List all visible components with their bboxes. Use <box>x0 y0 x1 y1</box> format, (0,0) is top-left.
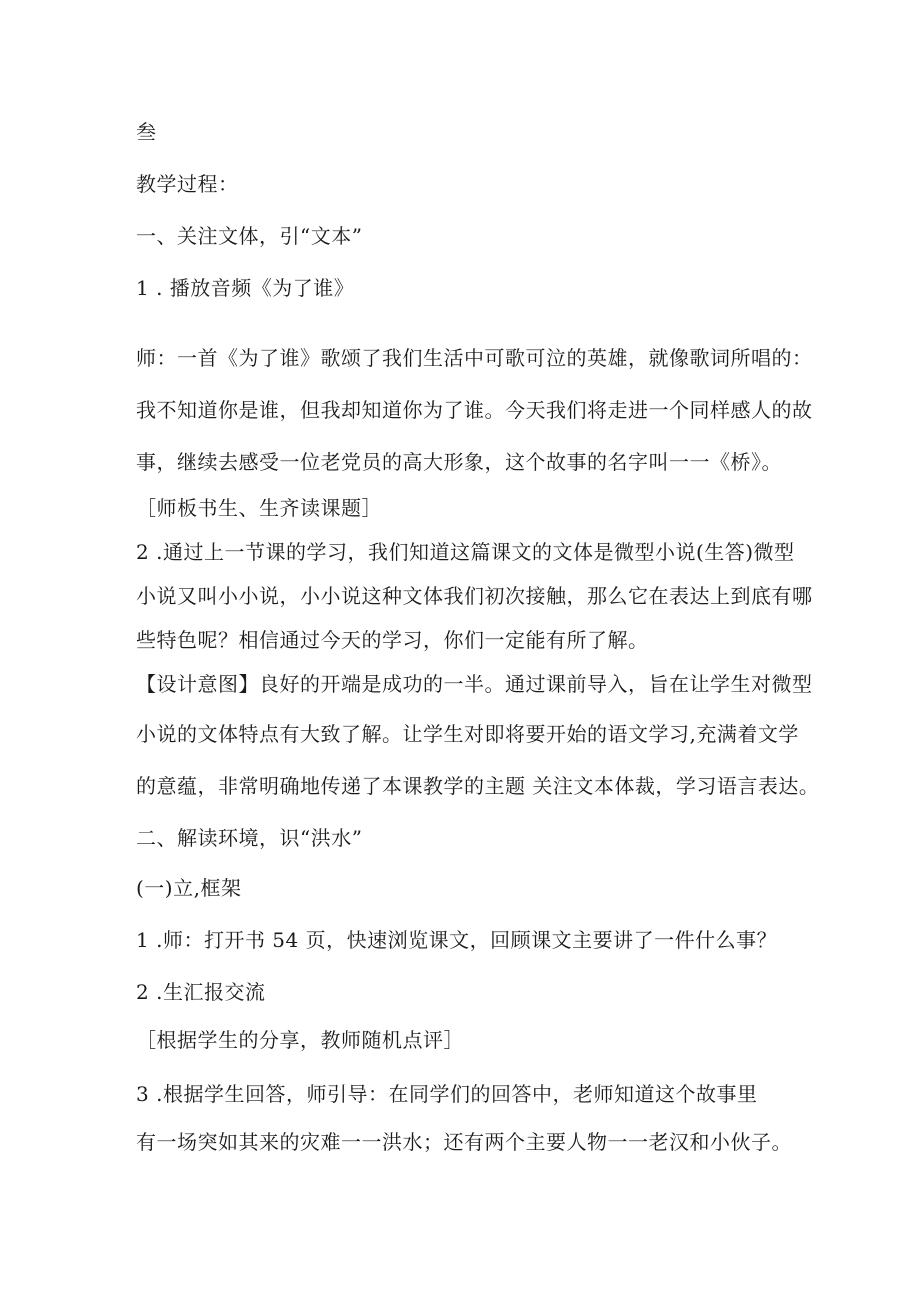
step-2-line-1: 2 .通过上一节课的学习，我们知道这篇课文的文体是微型小说(生答)微型 <box>136 540 795 564</box>
step-2-line-3: 些特色呢？相信通过今天的学习，你们一定能有所了解。 <box>136 628 649 652</box>
step-2-line-2: 小说又叫小小说，小小说这种文体我们初次接触，那么它在表达上到底有哪 <box>136 584 813 608</box>
step-3-line-2: 有一场突如其来的灾难一一洪水；还有两个主要人物一一老汉和小伙子。 <box>136 1130 792 1154</box>
section-two-heading: 二、解读环境，识“洪水” <box>136 826 363 850</box>
step-1-play-audio: 1 . 播放音频《为了谁》 <box>136 276 355 300</box>
step-2-report: 2 .生汇报交流 <box>136 980 266 1004</box>
step-1-open-book: 1 .师：打开书 54 页，快速浏览课文，回顾课文主要讲了一件什么事？ <box>136 928 778 952</box>
section-one-heading: 一、关注文体，引“文本” <box>136 224 363 248</box>
teacher-intro-line-3: 事，继续去感受一位老党员的高大形象，这个故事的名字叫一一《桥》。 <box>136 450 782 474</box>
teaching-process-heading: 教学过程： <box>136 172 239 196</box>
section-number: 叁 <box>136 120 157 144</box>
step-3-line-1: 3 .根据学生回答，师引导：在同学们的回答中，老师知道这个故事里 <box>136 1082 758 1106</box>
teacher-intro-line-1: 师：一首《为了谁》歌颂了我们生活中可歌可泣的英雄，就像歌词所唱的： <box>136 346 813 370</box>
design-intent-line-1: 【设计意图】良好的开端是成功的一半。通过课前导入，旨在让学生对微型 <box>136 672 813 696</box>
teacher-intro-line-2: 我不知道你是谁，但我却知道你为了谁。今天我们将走进一个同样感人的故 <box>136 398 813 422</box>
board-note: ［师板书生、生齐读课题］ <box>136 496 382 520</box>
teacher-comment-note: ［根据学生的分享，教师随机点评］ <box>136 1028 464 1052</box>
design-intent-line-2: 小说的文体特点有大致了解。让学生对即将要开始的语文学习,充满着文学 <box>136 722 799 746</box>
subsection-framework: (一)立,框架 <box>136 876 242 900</box>
design-intent-line-3: 的意蕴，非常明确地传递了本课教学的主题 关注文本体裁，学习语言表达。 <box>136 774 820 798</box>
